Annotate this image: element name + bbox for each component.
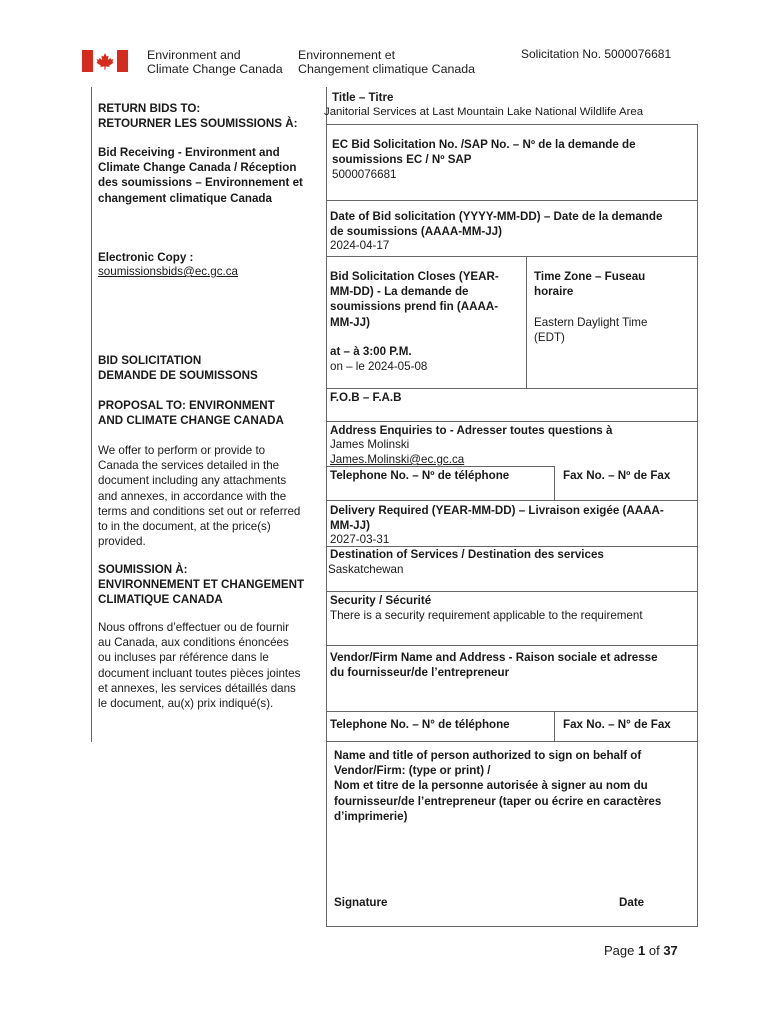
- enquiries-contact-name: James Molinski: [330, 438, 410, 451]
- security-label: Security / Sécurité: [330, 594, 432, 607]
- closing-date-label: Bid Solicitation Closes (YEAR- MM-DD) - La demande de soumissions prend fin (AAAA- MM-JJ): [330, 270, 499, 329]
- return-bids-heading: RETURN BIDS TO: RETOURNER LES SOUMISSIONS À:: [98, 102, 298, 131]
- left-border: [91, 87, 92, 742]
- page-number: Page 1 of 37: [604, 943, 678, 958]
- offer-french-text: Nous offrons d’effectuer ou de fournir au Canada, aux conditions énoncées ou incluses par référence dans le document incluant toutes pièces jointes et annexes, les services détaillés dans le document, au(x) prix indiqué(s).: [98, 621, 301, 711]
- ec-bid-solicitation-value: 5000076681: [332, 168, 397, 181]
- department-name-english: Environment and Climate Change Canada: [147, 48, 283, 76]
- right-border: [697, 124, 698, 927]
- row-divider: [326, 388, 698, 389]
- department-name-french: Environnement et Changement climatique Canada: [298, 48, 476, 76]
- center-border: [326, 87, 327, 927]
- date-of-solicitation-label: Date of Bid solicitation (YYYY-MM-DD) – Date de la demande de soumissions (AAAA-MM-JJ): [330, 210, 663, 239]
- enquiries-email-link[interactable]: James.Molinski@ec.gc.ca: [330, 453, 465, 466]
- proposal-to-heading: PROPOSAL TO: ENVIRONMENT AND CLIMATE CHANGE CANADA: [98, 399, 284, 428]
- signature-label: Signature: [334, 896, 388, 909]
- title-label: Title – Titre: [332, 91, 394, 104]
- row-divider: [326, 711, 698, 712]
- time-zone-label: Time Zone – Fuseau horaire: [534, 270, 646, 299]
- bid-solicitation-heading: BID SOLICITATION DEMANDE DE SOUMISSONS: [98, 354, 258, 383]
- vendor-name-address-label: Vendor/Firm Name and Address - Raison sociale et adresse du fournisseur/de l’entrepreneur: [330, 651, 658, 680]
- ec-bid-solicitation-label: EC Bid Solicitation No. /SAP No. – Nº de la demande de soumissions EC / Nº SAP: [332, 138, 636, 167]
- authorized-person-label: Name and title of person authorized to sign on behalf of Vendor/Firm: (type or print) / Nom et titre de la personne autorisée à signer au nom du fournisseur/de l’entrepreneur (taper ou écrire en caractères d’imprimerie): [334, 749, 662, 823]
- destination-label: Destination of Services / Destination des services: [330, 548, 604, 561]
- bottom-border: [326, 926, 698, 927]
- row-divider: [326, 124, 698, 125]
- fax-label: Fax No. – Nº de Fax: [563, 469, 671, 482]
- destination-value: Saskatchewan: [328, 563, 404, 576]
- column-divider: [526, 256, 527, 388]
- enquiries-label: Address Enquiries to - Adresser toutes questions à: [330, 424, 613, 437]
- solicitation-number: Solicitation No. 5000076681: [521, 47, 672, 61]
- telephone-label: Telephone No. – Nº de téléphone: [330, 469, 510, 482]
- offer-english-text: We offer to perform or provide to Canada the services detailed in the document including any attachments and annexes, in accordance with the terms and conditions set out or referred to in the document, at the price(s) provided.: [98, 444, 301, 549]
- row-divider: [326, 591, 698, 592]
- vendor-telephone-label: Telephone No. – N° de téléphone: [330, 718, 510, 731]
- delivery-required-value: 2027-03-31: [330, 533, 390, 546]
- closing-time: at – à 3:00 P.M.: [330, 345, 412, 358]
- row-divider: [326, 421, 698, 422]
- date-of-solicitation-value: 2024-04-17: [330, 239, 390, 252]
- canada-flag-logo: [82, 50, 128, 72]
- title-value: Janitorial Services at Last Mountain Lake National Wildlife Area: [324, 106, 644, 118]
- row-divider: [326, 466, 554, 467]
- vendor-fax-label: Fax No. – N° de Fax: [563, 718, 671, 731]
- row-divider: [326, 546, 698, 547]
- row-divider: [326, 645, 698, 646]
- electronic-copy-label: Electronic Copy :: [98, 251, 194, 264]
- row-divider: [326, 500, 698, 501]
- fob-label: F.O.B – F.A.B: [330, 391, 402, 404]
- column-divider: [554, 711, 555, 741]
- time-zone-value: Eastern Daylight Time (EDT): [534, 316, 648, 345]
- closing-date-value: on – le 2024-05-08: [330, 360, 428, 373]
- security-value: There is a security requirement applicable to the requirement: [330, 609, 643, 622]
- delivery-required-label: Delivery Required (YEAR-MM-DD) – Livraison exigée (AAAA- MM-JJ): [330, 504, 664, 533]
- row-divider: [326, 741, 698, 742]
- row-divider: [326, 200, 698, 201]
- row-divider: [326, 256, 698, 257]
- bid-receiving-text: Bid Receiving - Environment and Climate Change Canada / Réception des soumissions – Environnement et changement climatique Canada: [98, 146, 303, 205]
- signature-date-label: Date: [619, 896, 645, 909]
- soumission-heading: SOUMISSION À: ENVIRONNEMENT ET CHANGEMENT CLIMATIQUE CANADA: [98, 563, 305, 607]
- bids-email-link[interactable]: soumissionsbids@ec.gc.ca: [98, 265, 239, 278]
- column-divider: [554, 466, 555, 500]
